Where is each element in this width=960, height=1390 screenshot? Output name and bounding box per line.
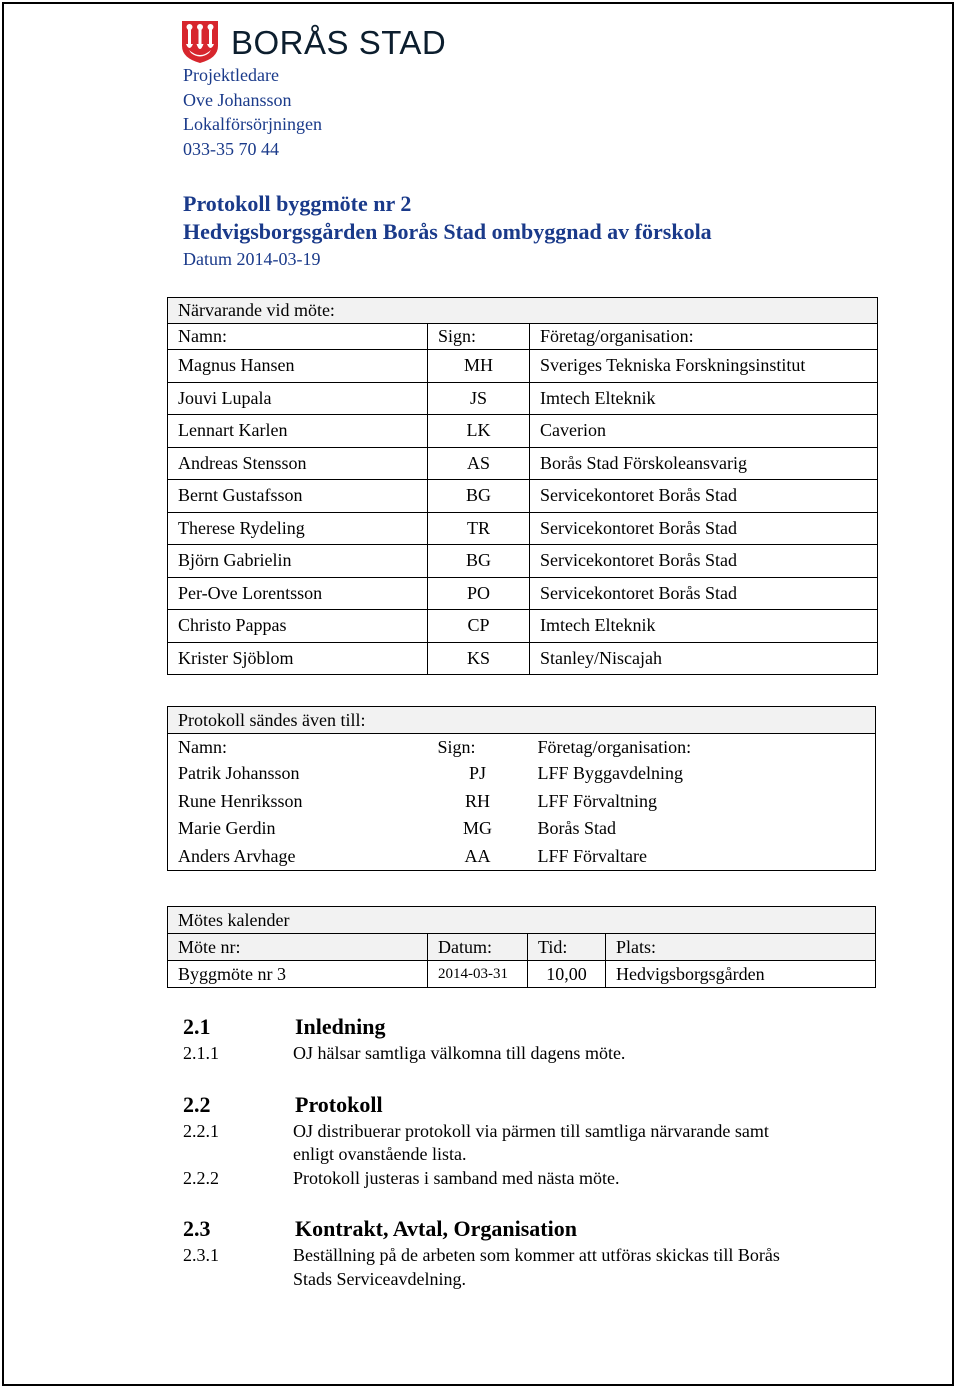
sender-role: Projektledare xyxy=(183,65,279,85)
table-row xyxy=(168,961,876,988)
table-row xyxy=(168,350,878,383)
attendee-org: Servicekontoret Borås Stad xyxy=(530,545,878,578)
attendee-name: Björn Gabrielin xyxy=(168,545,428,578)
title-line-2: Hedvigsborgsgården Borås Stad ombyggnad av förskola xyxy=(183,219,712,244)
header-time: Tid: xyxy=(528,934,606,961)
table-row xyxy=(168,788,876,816)
item-text: OJ distribuerar protokoll via pärmen till samtliga närvarande samt xyxy=(293,1121,769,1141)
attendee-org: Caverion xyxy=(530,415,878,448)
item-text: enligt ovanstående lista. xyxy=(293,1144,467,1164)
header-name: Namn: xyxy=(168,324,428,350)
section-title: Protokoll xyxy=(295,1092,383,1117)
meeting-calendar-table xyxy=(167,906,876,988)
city-crest-icon xyxy=(181,20,219,64)
attendee-sign: LK xyxy=(428,415,530,448)
attendee-org: Servicekontoret Borås Stad xyxy=(530,512,878,545)
attendee-name: Christo Pappas xyxy=(168,610,428,643)
attendee-name: Magnus Hansen xyxy=(168,350,428,383)
attendee-name: Andreas Stensson xyxy=(168,447,428,480)
table-row xyxy=(168,447,878,480)
sender-info xyxy=(183,63,322,161)
section-number: 2.2 xyxy=(183,1092,211,1117)
attendee-sign: MH xyxy=(428,350,530,383)
attendees-section-label: Närvarande vid möte: xyxy=(168,298,878,324)
attendee-sign: AS xyxy=(428,447,530,480)
attendee-sign: PO xyxy=(428,577,530,610)
table-row xyxy=(168,382,878,415)
recipient-org: LFF Byggavdelning xyxy=(528,760,876,788)
section-title: Kontrakt, Avtal, Organisation xyxy=(295,1216,577,1241)
table-row xyxy=(168,577,878,610)
next-meeting-date: 2014-03-31 xyxy=(428,961,528,988)
attendees-table xyxy=(167,297,878,675)
section-number: 2.1 xyxy=(183,1014,211,1039)
logo-text: BORÅS STAD xyxy=(231,23,447,61)
attendee-org: Imtech Elteknik xyxy=(530,382,878,415)
item-number: 2.2.1 xyxy=(183,1121,219,1141)
attendee-org: Servicekontoret Borås Stad xyxy=(530,480,878,513)
header-meeting: Möte nr: xyxy=(168,934,428,961)
attendee-sign: TR xyxy=(428,512,530,545)
header-org: Företag/organisation: xyxy=(528,734,876,761)
item-number: 2.2.2 xyxy=(183,1168,219,1188)
sender-phone: 033-35 70 44 xyxy=(183,138,279,159)
recipient-sign: AA xyxy=(428,843,528,871)
section-heading xyxy=(183,1216,577,1242)
table-row xyxy=(168,480,878,513)
header-name: Namn: xyxy=(168,734,428,761)
calendar-section-label: Mötes kalender xyxy=(168,907,876,934)
table-row xyxy=(168,610,878,643)
recipient-name: Marie Gerdin xyxy=(168,815,428,843)
table-row xyxy=(168,545,878,578)
recipient-org: LFF Förvaltning xyxy=(528,788,876,816)
attendee-name: Jouvi Lupala xyxy=(168,382,428,415)
document-title xyxy=(183,190,712,271)
recipient-org: Borås Stad xyxy=(528,815,876,843)
attendee-sign: CP xyxy=(428,610,530,643)
item-text: Beställning på de arbeten som kommer att utföras skickas till Borås xyxy=(293,1245,780,1265)
attendee-sign: BG xyxy=(428,545,530,578)
attendee-org: Servicekontoret Borås Stad xyxy=(530,577,878,610)
header-sign: Sign: xyxy=(428,324,530,350)
document-date: Datum 2014-03-19 xyxy=(183,249,321,269)
recipient-sign: PJ xyxy=(468,763,486,784)
item-text: Protokoll justeras i samband med nästa möte. xyxy=(293,1168,620,1188)
table-row xyxy=(168,815,876,843)
section-heading xyxy=(183,1092,383,1118)
item-number: 2.3.1 xyxy=(183,1245,219,1265)
attendee-name: Lennart Karlen xyxy=(168,415,428,448)
attendee-name: Per-Ove Lorentsson xyxy=(168,577,428,610)
table-row xyxy=(168,760,876,788)
recipient-sign: MG xyxy=(462,818,492,839)
sender-name: Ove Johansson xyxy=(183,89,292,110)
attendee-org: Imtech Elteknik xyxy=(530,610,878,643)
table-row xyxy=(168,642,878,675)
attendee-name: Krister Sjöblom xyxy=(168,642,428,675)
attendee-org: Borås Stad Förskoleansvarig xyxy=(530,447,878,480)
attendee-name: Bernt Gustafsson xyxy=(168,480,428,513)
item-number: 2.1.1 xyxy=(183,1043,219,1063)
next-meeting-time: 10,00 xyxy=(528,961,606,988)
next-meeting-place: Hedvigsborgsgården xyxy=(606,961,876,988)
attendee-org: Stanley/Niscajah xyxy=(530,642,878,675)
recipient-org: LFF Förvaltare xyxy=(528,843,876,871)
header-org: Företag/organisation: xyxy=(530,324,878,350)
item-text: Stads Serviceavdelning. xyxy=(293,1269,466,1289)
distribution-section-label: Protokoll sändes även till: xyxy=(168,707,876,734)
attendee-name: Therese Rydeling xyxy=(168,512,428,545)
next-meeting-name: Byggmöte nr 3 xyxy=(168,961,428,988)
table-row xyxy=(168,512,878,545)
recipient-name: Anders Arvhage xyxy=(168,843,428,871)
recipient-name: Rune Henriksson xyxy=(168,788,428,816)
item-text: OJ hälsar samtliga välkomna till dagens möte. xyxy=(293,1043,626,1063)
section-heading xyxy=(183,1014,386,1040)
distribution-table xyxy=(167,706,876,871)
section-number: 2.3 xyxy=(183,1216,211,1241)
attendee-org: Sveriges Tekniska Forskningsinstitut xyxy=(530,350,878,383)
table-row xyxy=(168,415,878,448)
attendee-sign: KS xyxy=(428,642,530,675)
attendee-sign: JS xyxy=(428,382,530,415)
header-place: Plats: xyxy=(606,934,876,961)
sender-department: Lokalförsörjningen xyxy=(183,114,322,134)
recipient-sign: RH xyxy=(464,790,490,811)
header-date: Datum: xyxy=(428,934,528,961)
section-title: Inledning xyxy=(295,1014,386,1039)
title-line-1: Protokoll byggmöte nr 2 xyxy=(183,191,412,216)
table-row xyxy=(168,843,876,871)
logo xyxy=(181,20,446,64)
attendee-sign: BG xyxy=(428,480,530,513)
header-sign: Sign: xyxy=(437,736,476,757)
recipient-name: Patrik Johansson xyxy=(168,760,428,788)
